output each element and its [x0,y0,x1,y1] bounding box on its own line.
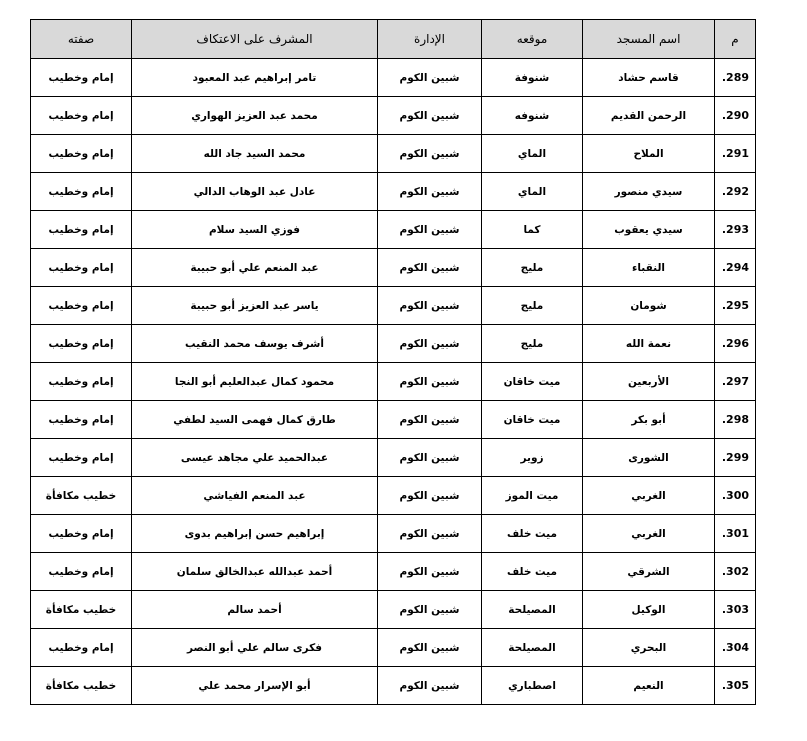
table-row [31,173,756,211]
cell-mosque-name: النقباء [583,249,715,287]
cell-administration: شبين الكوم [378,553,482,591]
cell-location: شنوفة [482,59,583,97]
table-row [31,59,756,97]
cell-num [715,173,756,211]
table-body [31,59,756,705]
cell-administration: شبين الكوم [378,211,482,249]
cell-supervisor: طارق كمال فهمى السيد لطفي [132,401,378,439]
cell-administration: شبين الكوم [378,667,482,705]
row-number: .298 [721,413,749,426]
cell-mosque-name: سيدي يعقوب [583,211,715,249]
cell-num [715,363,756,401]
row-number: .300 [721,489,749,502]
cell-mosque-name: الملاح [583,135,715,173]
row-number: .301 [721,527,749,540]
cell-location: كما [482,211,583,249]
row-number: .293 [721,223,749,236]
table-row [31,401,756,439]
table-row [31,553,756,591]
cell-supervisor: فكرى سالم علي أبو النصر [132,629,378,667]
cell-location: اصطباري [482,667,583,705]
cell-mosque-name: الأربعين [583,363,715,401]
cell-num [715,591,756,629]
cell-num [715,97,756,135]
cell-mosque-name: الوكيل [583,591,715,629]
table-row [31,439,756,477]
cell-mosque-name: الغربي [583,477,715,515]
cell-location: ميت خاقان [482,363,583,401]
header-mosque-name: اسم المسجد [583,20,715,59]
cell-administration: شبين الكوم [378,591,482,629]
cell-mosque-name: نعمة الله [583,325,715,363]
table-row [31,591,756,629]
cell-num [715,629,756,667]
cell-role: إمام وخطيب [31,629,132,667]
cell-administration: شبين الكوم [378,477,482,515]
cell-mosque-name: البحري [583,629,715,667]
header-location: موقعه [482,20,583,59]
row-number: .290 [721,109,749,122]
cell-role: إمام وخطيب [31,135,132,173]
cell-role: إمام وخطيب [31,173,132,211]
cell-administration: شبين الكوم [378,135,482,173]
cell-num [715,401,756,439]
cell-num [715,553,756,591]
cell-administration: شبين الكوم [378,59,482,97]
cell-location: مليج [482,249,583,287]
cell-role: إمام وخطيب [31,515,132,553]
row-number: .291 [721,147,749,160]
cell-mosque-name: سيدي منصور [583,173,715,211]
table-row [31,249,756,287]
cell-supervisor: محمد السيد جاد الله [132,135,378,173]
cell-role: خطيب مكافأة [31,477,132,515]
cell-supervisor: عبد المنعم الفياشي [132,477,378,515]
cell-role: خطيب مكافأة [31,591,132,629]
cell-role: إمام وخطيب [31,325,132,363]
cell-location: شنوفه [482,97,583,135]
table-row [31,211,756,249]
table-row [31,477,756,515]
cell-location: الماي [482,135,583,173]
cell-num [715,325,756,363]
cell-supervisor: إبراهيم حسن إبراهيم بدوى [132,515,378,553]
row-number: .302 [721,565,749,578]
cell-num [715,59,756,97]
row-number: .297 [721,375,749,388]
cell-num [715,135,756,173]
cell-supervisor: فوزي السيد سلام [132,211,378,249]
cell-role: إمام وخطيب [31,439,132,477]
cell-location: ميت خلف [482,553,583,591]
header-supervisor: المشرف على الاعتكاف [132,20,378,59]
row-number: .289 [721,71,749,84]
cell-supervisor: محمد عبد العزيز الهواري [132,97,378,135]
table-row [31,287,756,325]
cell-mosque-name: قاسم حشاد [583,59,715,97]
cell-supervisor: أحمد سالم [132,591,378,629]
row-number: .299 [721,451,749,464]
cell-role: إمام وخطيب [31,401,132,439]
cell-administration: شبين الكوم [378,325,482,363]
header-role: صفته [31,20,132,59]
header-num: م [715,20,756,59]
cell-role: إمام وخطيب [31,287,132,325]
cell-administration: شبين الكوم [378,515,482,553]
cell-administration: شبين الكوم [378,439,482,477]
cell-supervisor: أبو الإسرار محمد علي [132,667,378,705]
cell-num [715,667,756,705]
cell-supervisor: عبد المنعم علي أبو حبيبة [132,249,378,287]
row-number: .303 [721,603,749,616]
cell-role: إمام وخطيب [31,97,132,135]
cell-supervisor: محمود كمال عبدالعليم أبو النجا [132,363,378,401]
table-row [31,97,756,135]
cell-mosque-name: النعيم [583,667,715,705]
cell-administration: شبين الكوم [378,97,482,135]
cell-administration: شبين الكوم [378,173,482,211]
cell-mosque-name: الرحمن القديم [583,97,715,135]
row-number: .296 [721,337,749,350]
cell-supervisor: أحمد عبدالله عبدالخالق سلمان [132,553,378,591]
table-row [31,363,756,401]
table-row [31,667,756,705]
header-administration: الإدارة [378,20,482,59]
cell-administration: شبين الكوم [378,249,482,287]
table-row [31,135,756,173]
cell-location: ميت خاقان [482,401,583,439]
cell-supervisor: تامر إبراهيم عبد المعبود [132,59,378,97]
table-header-row [31,20,756,59]
cell-role: إمام وخطيب [31,211,132,249]
row-number: .292 [721,185,749,198]
cell-num [715,439,756,477]
cell-num [715,477,756,515]
cell-location: مليج [482,287,583,325]
cell-administration: شبين الكوم [378,401,482,439]
cell-role: إمام وخطيب [31,363,132,401]
cell-num [715,249,756,287]
cell-location: زوير [482,439,583,477]
cell-supervisor: أشرف يوسف محمد النقيب [132,325,378,363]
cell-supervisor: عادل عبد الوهاب الدالي [132,173,378,211]
cell-role: خطيب مكافأة [31,667,132,705]
cell-role: إمام وخطيب [31,59,132,97]
cell-location: ميت الموز [482,477,583,515]
row-number: .295 [721,299,749,312]
row-number: .305 [721,679,749,692]
cell-administration: شبين الكوم [378,287,482,325]
cell-location: المصيلحة [482,629,583,667]
cell-location: الماي [482,173,583,211]
cell-mosque-name: أبو بكر [583,401,715,439]
cell-mosque-name: الشرقي [583,553,715,591]
row-number: .304 [721,641,749,654]
cell-location: المصيلحة [482,591,583,629]
cell-num [715,287,756,325]
cell-supervisor: عبدالحميد علي مجاهد عيسى [132,439,378,477]
cell-administration: شبين الكوم [378,363,482,401]
cell-num [715,211,756,249]
cell-administration: شبين الكوم [378,629,482,667]
cell-location: ميت خلف [482,515,583,553]
mosques-table [30,19,756,705]
table-row [31,515,756,553]
row-number: .294 [721,261,749,274]
cell-location: مليج [482,325,583,363]
cell-num [715,515,756,553]
table-row [31,629,756,667]
cell-mosque-name: الشورى [583,439,715,477]
table-row [31,325,756,363]
cell-role: إمام وخطيب [31,553,132,591]
cell-mosque-name: شومان [583,287,715,325]
cell-role: إمام وخطيب [31,249,132,287]
cell-supervisor: ياسر عبد العزيز أبو حبيبة [132,287,378,325]
cell-mosque-name: الغربي [583,515,715,553]
